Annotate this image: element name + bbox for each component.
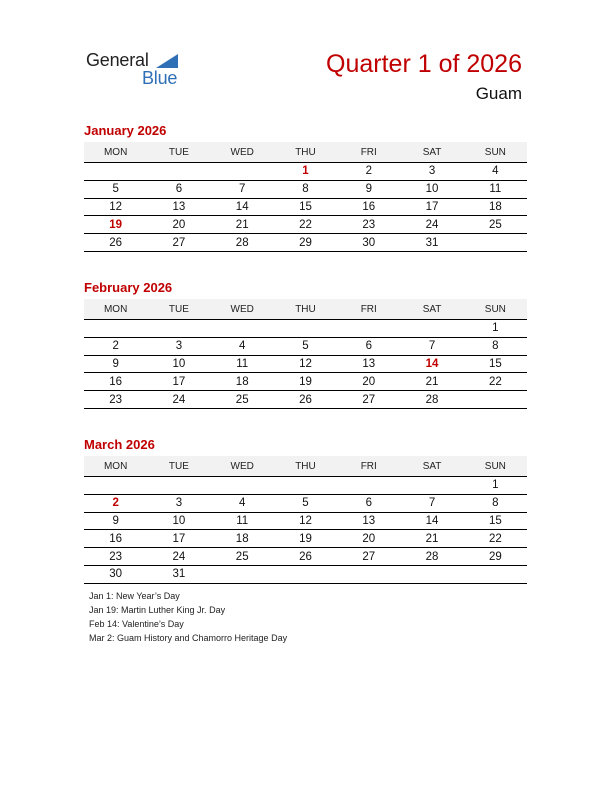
day-cell — [464, 565, 527, 583]
calendar-table — [84, 142, 527, 252]
day-cell: 3 — [147, 494, 210, 512]
day-cell: 2 — [84, 337, 147, 355]
weekday-header-row — [84, 299, 527, 320]
day-cell: 15 — [464, 355, 527, 373]
day-cell — [400, 320, 463, 338]
weekday-header: MON — [84, 299, 147, 320]
holiday-note: Mar 2: Guam History and Chamorro Heritage Day — [89, 633, 288, 643]
day-cell: 16 — [84, 530, 147, 548]
day-cell: 28 — [400, 391, 463, 409]
day-cell: 9 — [84, 512, 147, 530]
day-cell: 9 — [84, 355, 147, 373]
day-cell: 29 — [274, 234, 337, 252]
day-cell: 6 — [337, 337, 400, 355]
day-cell: 30 — [84, 565, 147, 583]
day-cell — [211, 320, 274, 338]
day-cell: 23 — [84, 548, 147, 566]
week-row — [84, 234, 527, 252]
day-cell — [337, 477, 400, 495]
day-cell: 24 — [147, 391, 210, 409]
weekday-header: WED — [211, 142, 274, 163]
week-row — [84, 548, 527, 566]
day-cell — [84, 163, 147, 181]
holiday-note: Jan 19: Martin Luther King Jr. Day — [89, 605, 226, 615]
day-cell: 24 — [400, 216, 463, 234]
day-cell: 12 — [274, 355, 337, 373]
day-cell: 8 — [464, 494, 527, 512]
day-cell: 3 — [400, 163, 463, 181]
weekday-header: SAT — [400, 299, 463, 320]
day-cell: 16 — [337, 198, 400, 216]
day-cell: 18 — [464, 198, 527, 216]
day-cell: 27 — [337, 391, 400, 409]
day-cell: 15 — [274, 198, 337, 216]
weekday-header: FRI — [337, 456, 400, 477]
day-cell: 5 — [274, 337, 337, 355]
day-cell: 3 — [147, 337, 210, 355]
day-cell — [400, 477, 463, 495]
day-cell: 1 — [274, 163, 337, 181]
weekday-header: SUN — [464, 456, 527, 477]
day-cell: 8 — [274, 180, 337, 198]
day-cell: 17 — [147, 530, 210, 548]
day-cell: 19 — [84, 216, 147, 234]
weekday-header: SAT — [400, 456, 463, 477]
month-title: March 2026 — [84, 437, 155, 452]
day-cell: 25 — [211, 391, 274, 409]
day-cell — [211, 163, 274, 181]
day-cell: 16 — [84, 373, 147, 391]
weekday-header: MON — [84, 456, 147, 477]
day-cell — [84, 320, 147, 338]
week-row — [84, 198, 527, 216]
day-cell — [147, 477, 210, 495]
holiday-notes — [89, 589, 287, 645]
page-title: Quarter 1 of 2026 — [326, 50, 522, 78]
day-cell: 13 — [147, 198, 210, 216]
day-cell: 27 — [147, 234, 210, 252]
week-row — [84, 355, 527, 373]
day-cell — [147, 320, 210, 338]
day-cell: 8 — [464, 337, 527, 355]
day-cell: 4 — [211, 337, 274, 355]
day-cell — [274, 320, 337, 338]
day-cell — [274, 477, 337, 495]
week-row — [84, 565, 527, 583]
day-cell: 27 — [337, 548, 400, 566]
weekday-header: SUN — [464, 142, 527, 163]
day-cell: 6 — [147, 180, 210, 198]
logo-text-blue: Blue — [142, 68, 178, 88]
weekday-header: FRI — [337, 142, 400, 163]
day-cell: 26 — [84, 234, 147, 252]
weekday-header: THU — [274, 299, 337, 320]
week-row — [84, 477, 527, 495]
day-cell — [337, 320, 400, 338]
day-cell: 6 — [337, 494, 400, 512]
day-cell: 1 — [464, 320, 527, 338]
country-name: Guam — [475, 84, 522, 103]
day-cell: 29 — [464, 548, 527, 566]
weekday-header: WED — [211, 456, 274, 477]
day-cell: 2 — [337, 163, 400, 181]
day-cell: 25 — [464, 216, 527, 234]
month-title: February 2026 — [84, 280, 173, 295]
logo-text-general: General — [86, 50, 149, 70]
weekday-header: THU — [274, 142, 337, 163]
day-cell: 23 — [337, 216, 400, 234]
day-cell: 19 — [274, 373, 337, 391]
day-cell: 30 — [337, 234, 400, 252]
day-cell: 21 — [211, 216, 274, 234]
weekday-header: TUE — [147, 142, 210, 163]
day-cell: 14 — [211, 198, 274, 216]
day-cell: 26 — [274, 548, 337, 566]
weekday-header-row — [84, 456, 527, 477]
week-row — [84, 530, 527, 548]
weekday-header: TUE — [147, 299, 210, 320]
day-cell: 2 — [84, 494, 147, 512]
day-cell: 26 — [274, 391, 337, 409]
weekday-header-row — [84, 142, 527, 163]
week-row — [84, 320, 527, 338]
week-row — [84, 180, 527, 198]
day-cell: 11 — [211, 512, 274, 530]
calendar-table — [84, 456, 527, 584]
holiday-note: Jan 1: New Year’s Day — [89, 591, 180, 601]
day-cell: 22 — [464, 373, 527, 391]
day-cell: 5 — [274, 494, 337, 512]
day-cell — [464, 234, 527, 252]
day-cell: 31 — [147, 565, 210, 583]
generalblue-logo — [86, 50, 196, 90]
day-cell: 21 — [400, 373, 463, 391]
day-cell — [211, 565, 274, 583]
day-cell — [274, 565, 337, 583]
week-row — [84, 494, 527, 512]
day-cell — [84, 477, 147, 495]
week-row — [84, 163, 527, 181]
day-cell: 13 — [337, 355, 400, 373]
day-cell: 7 — [211, 180, 274, 198]
day-cell: 28 — [400, 548, 463, 566]
calendar-table — [84, 299, 527, 409]
week-row — [84, 216, 527, 234]
day-cell: 17 — [147, 373, 210, 391]
day-cell: 11 — [464, 180, 527, 198]
weekday-header: THU — [274, 456, 337, 477]
logo-triangle-icon — [156, 54, 178, 68]
day-cell: 10 — [147, 355, 210, 373]
day-cell: 1 — [464, 477, 527, 495]
day-cell: 4 — [464, 163, 527, 181]
day-cell: 14 — [400, 355, 463, 373]
day-cell: 12 — [84, 198, 147, 216]
day-cell: 7 — [400, 337, 463, 355]
day-cell: 20 — [147, 216, 210, 234]
day-cell: 23 — [84, 391, 147, 409]
weekday-header: SUN — [464, 299, 527, 320]
day-cell: 20 — [337, 530, 400, 548]
day-cell: 22 — [464, 530, 527, 548]
day-cell: 20 — [337, 373, 400, 391]
month-march — [84, 436, 527, 584]
day-cell: 28 — [211, 234, 274, 252]
day-cell: 24 — [147, 548, 210, 566]
day-cell: 21 — [400, 530, 463, 548]
weekday-header: MON — [84, 142, 147, 163]
day-cell: 7 — [400, 494, 463, 512]
week-row — [84, 337, 527, 355]
day-cell: 10 — [147, 512, 210, 530]
day-cell: 15 — [464, 512, 527, 530]
month-february — [84, 279, 527, 409]
day-cell: 18 — [211, 373, 274, 391]
day-cell: 31 — [400, 234, 463, 252]
day-cell — [147, 163, 210, 181]
month-title: January 2026 — [84, 123, 167, 138]
day-cell: 19 — [274, 530, 337, 548]
week-row — [84, 512, 527, 530]
day-cell — [464, 391, 527, 409]
weekday-header: WED — [211, 299, 274, 320]
day-cell — [211, 477, 274, 495]
day-cell: 14 — [400, 512, 463, 530]
day-cell: 12 — [274, 512, 337, 530]
day-cell: 18 — [211, 530, 274, 548]
day-cell — [337, 565, 400, 583]
day-cell: 9 — [337, 180, 400, 198]
week-row — [84, 391, 527, 409]
day-cell: 17 — [400, 198, 463, 216]
holiday-note: Feb 14: Valentine’s Day — [89, 619, 184, 629]
month-january — [84, 122, 527, 252]
day-cell: 10 — [400, 180, 463, 198]
day-cell: 11 — [211, 355, 274, 373]
day-cell: 4 — [211, 494, 274, 512]
weekday-header: SAT — [400, 142, 463, 163]
weekday-header: FRI — [337, 299, 400, 320]
week-row — [84, 373, 527, 391]
day-cell: 25 — [211, 548, 274, 566]
day-cell: 5 — [84, 180, 147, 198]
day-cell: 13 — [337, 512, 400, 530]
weekday-header: TUE — [147, 456, 210, 477]
day-cell: 22 — [274, 216, 337, 234]
day-cell — [400, 565, 463, 583]
